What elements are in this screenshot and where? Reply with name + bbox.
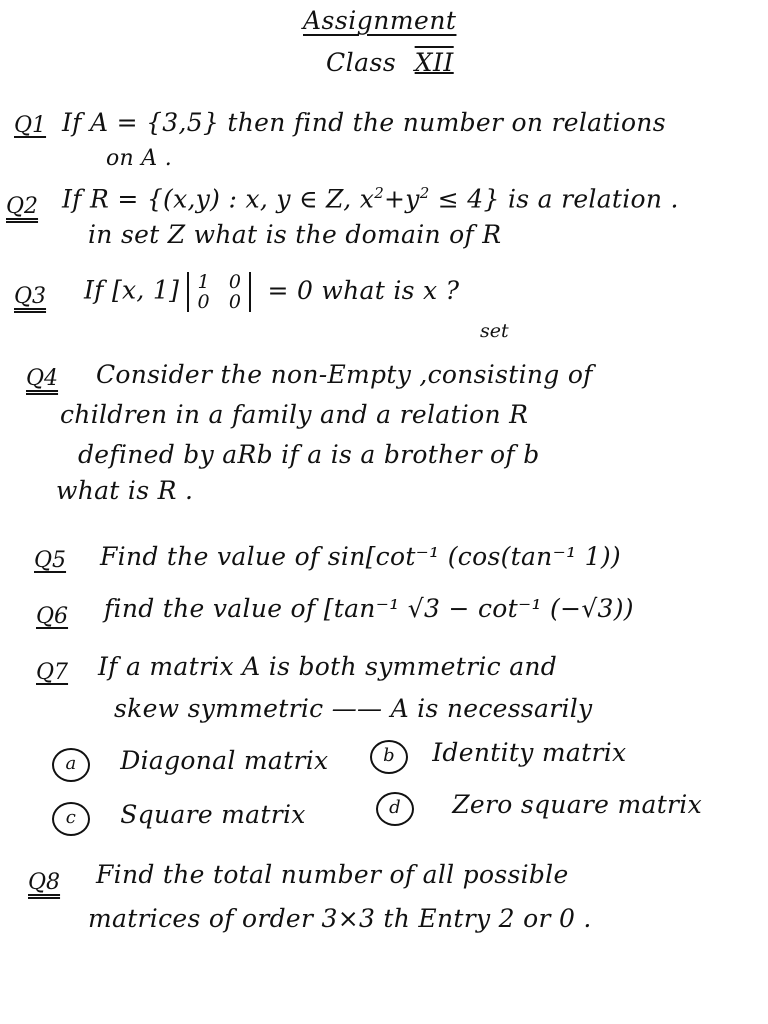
q2-exponent-2: 2 (419, 184, 430, 202)
title-text: Assignment (303, 6, 457, 35)
q7-option-b (370, 738, 626, 774)
q2-plus-y: +y (384, 184, 420, 214)
q7-option-d-text: Zero square matrix (452, 790, 702, 819)
q3-matrix (187, 272, 251, 312)
question-q7-line1: If a matrix A is both symmetric and (98, 652, 558, 681)
q7-option-c (52, 800, 306, 836)
question-q2-line1 (62, 184, 679, 213)
question-q4-line4: what is R . (56, 476, 194, 505)
q7-option-c-marker: c (52, 802, 90, 836)
question-number-q2: Q2 (6, 194, 39, 219)
q7-option-d-marker: d (376, 792, 414, 826)
q7-option-b-marker: b (370, 740, 408, 774)
page-title (303, 6, 456, 35)
question-number-q6: Q6 (36, 604, 69, 629)
question-q3-line1 (84, 272, 459, 312)
question-number-q3: Q3 (14, 284, 47, 309)
q2-condition-end: ≤ 4} is a relation . (429, 184, 679, 214)
q7-option-b-text: Identity matrix (432, 738, 627, 767)
question-q2-line2: in set Z what is the domain of R (88, 220, 502, 249)
q3-equation-rest: = 0 what is x ? (267, 275, 460, 305)
class-prefix: Class (326, 48, 397, 77)
question-q1-line1: If A = {3,5} then find the number on relations (62, 108, 666, 137)
question-q4-line3: defined by aRb if a is a brother of b (78, 440, 540, 469)
question-number-q1: Q1 (14, 113, 47, 138)
question-q7-line2: skew symmetric —— A is necessarily (114, 694, 593, 723)
question-q4-line1: Consider the non-Empty ,consisting of (96, 360, 593, 389)
question-number-q5: Q5 (34, 548, 67, 573)
class-label (326, 48, 454, 77)
question-number-q4: Q4 (26, 366, 59, 391)
q2-exponent-1: 2 (374, 184, 385, 202)
q7-option-a-text: Diagonal matrix (120, 746, 329, 775)
q3-row-vector: If [x, 1] (84, 275, 180, 305)
q7-option-a-marker: a (52, 748, 90, 782)
q7-option-a (52, 746, 328, 782)
q2-set-definition: If R = {(x,y) : x, y ∈ Z, x (62, 184, 375, 214)
question-number-q7: Q7 (36, 660, 69, 685)
question-q4-line2: children in a family and a relation R (60, 400, 529, 429)
q3-matrix-row2: 0 0 (197, 291, 242, 313)
question-q6-line1: find the value of [tan⁻¹ √3 − cot⁻¹ (−√3)) (104, 594, 634, 623)
q4-inserted-word: set (480, 320, 509, 342)
q7-option-c-text: Square matrix (120, 800, 306, 829)
q7-option-d (376, 790, 702, 826)
question-q8-line2: matrices of order 3×3 th Entry 2 or 0 . (88, 904, 592, 933)
question-q8-line1: Find the total number of all possible (96, 860, 569, 889)
question-q5-line1: Find the value of sin[cot⁻¹ (cos(tan⁻¹ 1)) (100, 542, 621, 571)
q3-matrix-row1: 1 0 (197, 271, 242, 293)
class-value: XII (414, 48, 454, 77)
question-number-q8: Q8 (28, 870, 61, 895)
question-q1-line2: on A . (106, 146, 173, 171)
